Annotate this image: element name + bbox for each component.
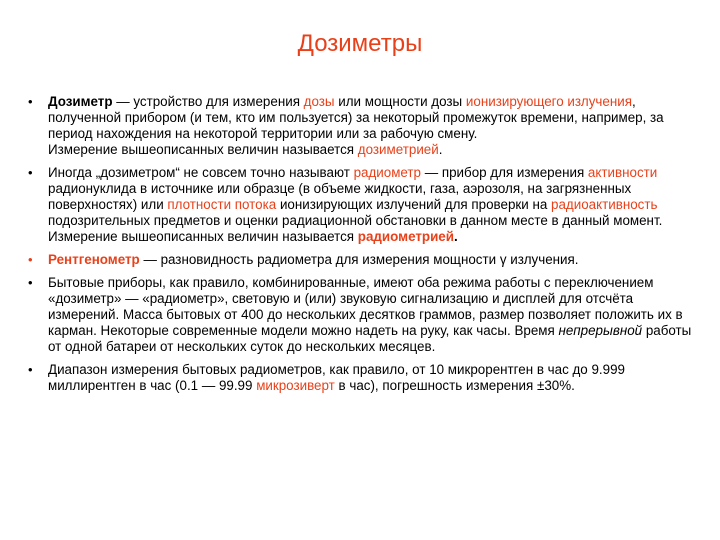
text-run: плотности потока (167, 197, 277, 212)
text-run: — устройство для измерения (112, 94, 304, 109)
text-run: дозиметрией (357, 142, 439, 157)
text-run: . (453, 229, 458, 244)
bullet-marker: • (28, 252, 33, 267)
text-run: γ (499, 252, 507, 267)
text-run: излучения. (506, 252, 579, 267)
bullet-marker: • (28, 165, 33, 180)
text-run: — прибор для измерения (421, 165, 588, 180)
text-run: ионизирующего излучения (465, 94, 632, 109)
text-run: ионизирующих излучений для проверки на (276, 197, 552, 212)
text-run: радиометр (353, 165, 422, 180)
bullet-item (28, 275, 704, 355)
slide-title: Дозиметры (297, 30, 423, 57)
text-run: Дозиметр (48, 94, 113, 109)
text-run: Измерение вышеописанных величин называется (48, 229, 358, 244)
text-run: . (438, 142, 443, 157)
text-run: радиометрией (357, 229, 454, 244)
text-run: радиоактивность (551, 197, 658, 212)
text-run: дозы (303, 94, 335, 109)
text-run: , полученной прибором (и тем, кто им пользуется) за некоторый промежуток времени, например, за период нахождения на некоторой территории или за рабочую смену. (48, 94, 664, 141)
text-run: или мощности дозы (334, 94, 466, 109)
text-run: Измерение вышеописанных величин называется (48, 142, 358, 157)
text-run: Диапазон измерения бытовых радиометров, как правило, от 10 микрорентген в час до 9.999 миллирентген в час (0.1 — 99.99 (48, 362, 625, 393)
bullet-item (28, 362, 704, 394)
text-run: Иногда „дозиметром“ не совсем точно называют (48, 165, 354, 180)
text-run: в час), погрешность измерения ±30%. (334, 378, 575, 393)
text-run: Бытовые приборы, как правило, комбинированные, имеют оба режима работы с переключением «дозиметр» — «радиометр», световую и (или) звуковую сигнализацию и дисплей для отсчёта измерений. Масса бытовых от 400 до нескольких десятков граммов, размер позволяет положить их в карман. Некоторые современные модели можно надеть на руку, как часы. Время (48, 275, 683, 338)
bullet-marker: • (28, 94, 33, 109)
text-run: микрозиверт (256, 378, 335, 393)
bullet-item (28, 252, 704, 268)
text-run: работы от одной батареи от нескольких суток до нескольких месяцев. (48, 323, 692, 354)
bullet-list (28, 94, 704, 401)
text-run: активности (587, 165, 658, 180)
text-run: — разновидность радиометра для измерения мощности (139, 252, 500, 267)
bullet-marker: • (28, 362, 33, 377)
text-run: Рентгенометр (48, 252, 140, 267)
bullet-item (28, 165, 704, 245)
bullet-marker: • (28, 275, 33, 290)
text-run: непрерывной (558, 323, 643, 338)
bullet-item (28, 94, 704, 158)
text-run: подозрительных предметов и оценки радиационной обстановки в данном месте в данный момент. (48, 213, 663, 228)
text-run: радионуклида в источнике или образце (в объеме жидкости, газа, аэрозоля, на загрязненных поверхностях) или (48, 181, 632, 212)
